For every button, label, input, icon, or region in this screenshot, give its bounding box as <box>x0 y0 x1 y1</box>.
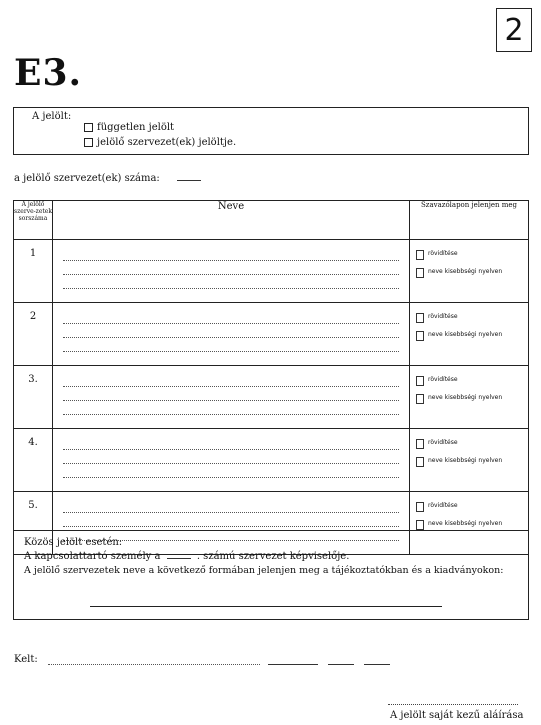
option-minority[interactable] <box>416 268 502 278</box>
option-minority-label: neve kisebbségi nyelven <box>428 268 503 275</box>
kelt-year-field[interactable] <box>268 664 318 665</box>
contact-org-number-field[interactable] <box>167 558 191 559</box>
checkbox-abbrev[interactable] <box>416 376 424 386</box>
row-number: 3. <box>14 366 53 429</box>
joint-names-instruction: A jelölő szervezetek neve a következő formában jelenjen meg a tájékoztatókban és a kiadványokon: <box>24 565 504 576</box>
checkbox-minority[interactable] <box>416 394 424 404</box>
joint-title: Közös jelölt esetén: <box>24 537 123 548</box>
joint-names-field[interactable] <box>90 600 442 607</box>
option-minority[interactable] <box>416 457 502 467</box>
table-header <box>14 201 529 240</box>
option-abbrev[interactable] <box>416 439 458 449</box>
checkbox-independent[interactable] <box>84 123 93 132</box>
option-independent[interactable] <box>84 122 174 133</box>
form-code: E3. <box>14 52 83 94</box>
option-independent-label: független jelölt <box>97 122 175 133</box>
name-field[interactable] <box>53 429 410 492</box>
option-abbrev-label: rövidítése <box>428 502 458 509</box>
checkbox-minority[interactable] <box>416 268 424 278</box>
candidate-label: A jelölt: <box>32 111 72 122</box>
option-abbrev[interactable] <box>416 313 458 323</box>
option-minority[interactable] <box>416 520 502 530</box>
row-number: 1 <box>14 240 53 303</box>
joint-contact-post: . számú szervezet képviselője. <box>196 551 350 562</box>
option-cell <box>410 303 529 366</box>
checkbox-minority[interactable] <box>416 331 424 341</box>
row-number: 4. <box>14 429 53 492</box>
option-cell <box>410 429 529 492</box>
kelt-month-field[interactable] <box>328 664 354 665</box>
signature-field[interactable] <box>388 704 518 705</box>
option-abbrev-label: rövidítése <box>428 376 458 383</box>
option-cell <box>410 366 529 429</box>
checkbox-nominated[interactable] <box>84 138 93 147</box>
option-abbrev[interactable] <box>416 376 458 386</box>
header-number: A jelölő szerve-zetek sorszáma <box>14 201 53 240</box>
joint-contact-pre: A kapcsolattartó személy a <box>24 551 161 562</box>
org-count-field[interactable] <box>177 180 201 181</box>
joint-contact-line <box>24 551 518 562</box>
header-name: Neve <box>53 201 410 240</box>
option-minority[interactable] <box>416 331 502 341</box>
candidate-type-box <box>13 107 529 155</box>
option-abbrev-label: rövidítése <box>428 250 458 257</box>
kelt-label: Kelt: <box>14 654 38 665</box>
option-minority-label: neve kisebbségi nyelven <box>428 457 503 464</box>
kelt-place-field[interactable] <box>48 664 260 665</box>
table-row <box>14 303 529 366</box>
option-abbrev-label: rövidítése <box>428 439 458 446</box>
checkbox-minority[interactable] <box>416 457 424 467</box>
checkbox-abbrev[interactable] <box>416 502 424 512</box>
checkbox-abbrev[interactable] <box>416 439 424 449</box>
header-option: Szavazólapon jelenjen meg <box>410 201 529 240</box>
table-row <box>14 429 529 492</box>
option-minority-label: neve kisebbségi nyelven <box>428 394 503 401</box>
row-number: 2 <box>14 303 53 366</box>
option-minority-label: neve kisebbségi nyelven <box>428 520 503 527</box>
option-abbrev[interactable] <box>416 250 458 260</box>
option-cell <box>410 240 529 303</box>
checkbox-abbrev[interactable] <box>416 313 424 323</box>
org-count-row <box>14 173 201 184</box>
option-nominated-label: jelölő szervezet(ek) jelöltje. <box>97 137 237 148</box>
option-abbrev[interactable] <box>416 502 458 512</box>
table-row <box>14 366 529 429</box>
kelt-day-field[interactable] <box>364 664 390 665</box>
name-field[interactable] <box>53 240 410 303</box>
option-nominated[interactable] <box>84 137 236 148</box>
organizations-table <box>13 200 529 555</box>
signature-label: A jelölt saját kezű aláírása <box>390 710 524 721</box>
checkbox-abbrev[interactable] <box>416 250 424 260</box>
table-row <box>14 240 529 303</box>
name-field[interactable] <box>53 303 410 366</box>
option-minority[interactable] <box>416 394 502 404</box>
row-number: 5. <box>14 492 53 555</box>
page-number-box: 2 <box>496 8 532 52</box>
org-count-label: a jelölő szervezet(ek) száma: <box>14 173 160 184</box>
name-field[interactable] <box>53 366 410 429</box>
option-minority-label: neve kisebbségi nyelven <box>428 331 503 338</box>
checkbox-minority[interactable] <box>416 520 424 530</box>
option-abbrev-label: rövidítése <box>428 313 458 320</box>
